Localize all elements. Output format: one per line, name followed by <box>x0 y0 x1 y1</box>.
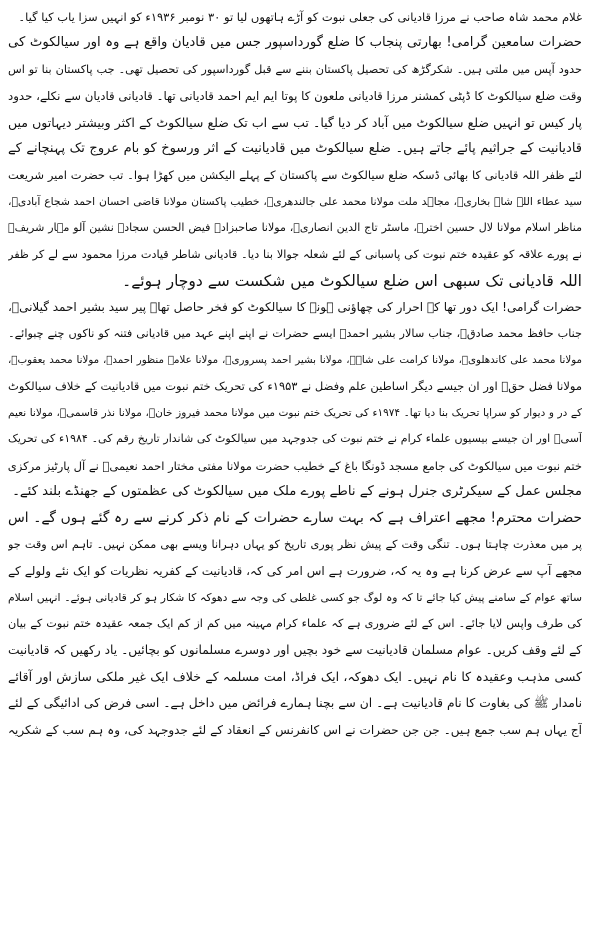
text-line: مولانا محمد علی کاندھلویؒ، مولانا کرامت علی شاہؒ، مولانا بشیر احمد پسروریؒ، مولانا علامہ منظور احمدؒ، مولانا محمد یعقوبؒ، <box>8 354 582 367</box>
text-line: آج یہاں ہم سب جمع ہیں۔ جن جن حضرات نے اس کانفرنس کے انعقاد کے لئے جدوجہد کی، وہ ہم سب کے شکریہ <box>8 722 582 737</box>
text-line: کی طرف واپس لایا جائے۔ اس کے لئے ضروری ہے کہ علماء کرام مہینہ میں کم از کم ایک جمعہ عقیدہ ختم نبوت کے بیان <box>8 616 582 630</box>
text-line: جناب حافظ محمد صادقؒ، جناب سالار بشیر احمدؒ ایسے حضرات نے اپنے اپنے عہد میں قادیانی فتنہ کو ناکوں چنے چبوائے۔ <box>8 326 582 340</box>
text-line: ختم نبوت میں سیالکوٹ کی جامع مسجد ڈونگا باغ کے خطیب حضرت مولانا مفتی مختار احمد نعیمیؒ نے آل پارٹیز مرکزی <box>8 458 582 473</box>
text-line: حضرات سامعین گرامی! بھارتی پنجاب کا ضلع گورداسپور جس میں قادیان واقع ہے وہ اور سیالکوٹ کی <box>8 35 582 51</box>
text-line: مجلس عمل کے سیکرٹری جنرل ہونے کے ناطے پورے ملک میں سیالکوٹ کی عظمتوں کے جھنڈے بلند کئے۔ <box>12 484 582 500</box>
text-line: آسیؒ اور ان جیسے بیسیوں علماء کرام نے ختم نبوت کی جدوجہد میں سیالکوٹ کی شاندار تاریخ رقم کی۔ ۱۹۸۴ء کی تحریک <box>8 432 582 446</box>
text-line: اللہ قادیانی تک سبھی اس ضلع سیالکوٹ میں شکست سے دوچار ہوئے۔ <box>122 271 582 290</box>
text-line: پار کیس تو انہیں ضلع سیالکوٹ میں آباد کر دیا گیا۔ تب سے اب تک ضلع سیالکوٹ کے اکثر وبیشتر دیہاتوں میں <box>8 114 582 130</box>
text-line: نامدار ﷺ کی بغاوت کا نام قادیانیت ہے۔ ان سے بچنا ہمارے فرائض میں داخل ہے۔ اسی فرض کی ادائیگی کے لئے <box>8 696 582 711</box>
text-line: حضرات گرامی! ایک دور تھا کہ احرار کی چھاؤنی ہونے کا سیالکوٹ کو فخر حاصل تھا۔ پیر سید بشیر احمد گیلانیؒ، <box>8 300 582 315</box>
text-line: کسی مذہب وعقیدہ کا نام نہیں۔ ایک دھوکہ، ایک فراڈ، امت مسلمہ کے خلاف ایک غیر ملکی سازش اور آقائے <box>8 668 582 684</box>
text-line: پر میں معذرت چاہتا ہوں۔ تنگی وقت کے پیش نظر پوری تاریخ کو یہاں دہرانا ویسے بھی ممکن نہیں۔ تاہم اس وقت جو <box>8 537 582 551</box>
text-line: قادیانیت کے جراثیم پائے جاتے ہیں۔ ضلع سیالکوٹ میں قادیانیت کے اثر ورسوخ کو بام عروج تک پہنچانے کے <box>8 140 582 156</box>
text-line: ساتھ عوام کے سامنے پیش کیا جائے تا کہ وہ لوگ جو کسی غلطی کی وجہ سے دھوکہ کا شکار ہو کر قادیانی ہوئے۔ انہیں اسلام <box>8 590 582 604</box>
text-line: مناظر اسلام مولانا لال حسین اخترؒ، ماسٹر تاج الدین انصاریؒ، مولانا صاحبزادہ فیض الحسن سجادہ نشین آلو مہار شریفؒ <box>8 221 582 235</box>
paragraph-3 <box>8 294 582 505</box>
text-line: کے لئے وقف کریں۔ عوام مسلمان قادیانیت سے خود بچیں اور دوسرے مسلمانوں کو بچائیں۔ یاد رکھیں کہ قادیانیت <box>8 643 582 658</box>
paragraph-2 <box>8 30 582 294</box>
text-line: لئے ظفر اللہ قادیانی کا بھائی ڈسکہ ضلع سیالکوٹ سے پاکستان کے پہلے الیکشن میں کھڑا ہوا۔ تب حضرت امیر شریعت <box>8 168 582 183</box>
text-line: مجھے آپ سے عرض کرنا ہے وہ یہ کہ، ضرورت ہے اس امر کی کہ، قادیانیت کے کفریہ نظریات کو ایک نئے ولولے کے <box>8 564 582 579</box>
text-line: مولانا فضل حقؒ اور ان جیسے دیگر اساطین علم وفضل نے ۱۹۵۳ء کی تحریک ختم نبوت میں قادیانیت کے خلاف سیالکوٹ <box>8 379 582 394</box>
paragraph-1 <box>8 4 582 30</box>
text-line: کے در و دیوار کو سراپا تحریک بنا دیا تھا۔ ۱۹۷۴ء کی تحریک ختم نبوت میں مولانا محمد فیروز خانؒ، مولانا نذر قاسمیؒ، مولانا نعیم <box>8 406 582 419</box>
text-line: وقت ضلع سیالکوٹ کا ڈپٹی کمشنر مرزا قادیانی ملعون کا پوتا ایم ایم احمد قادیانی تھا۔ قادیانی قادیان سے نکلے، حدود <box>8 89 582 104</box>
paragraph-4 <box>8 505 582 743</box>
text-line: نے پورے علاقہ کو عقیدہ ختم نبوت کی پاسبانی کے لئے شعلہ جوالا بنا دیا۔ قادیانی شاطر قیادت مرزا محمود سے لے کر ظفر <box>8 247 582 261</box>
text-line: سید عطاء اللہ شاہ بخاریؒ، مجاہد ملت مولانا محمد علی جالندھریؒ، خطیب پاکستان مولانا قاضی احسان احمد شجاع آبادیؒ، <box>8 194 582 208</box>
text-line: غلام محمد شاہ صاحب نے مرزا قادیانی کی جعلی نبوت کو آڑے ہاتھوں لیا تو ۳۰ نومبر ۱۹۳۶ء کو انہیں سزا یاب کیا گیا۔ <box>18 10 582 24</box>
text-line: حضرات محترم! مجھے اعتراف ہے کہ بہت سارے حضرات کے نام ذکر کرنے سے رہ گئے ہوں گے۔ اس <box>8 510 582 527</box>
text-line: حدود آپس میں ملتی ہیں۔ شکرگڑھ کی تحصیل پاکستان بننے سے قبل گورداسپور کی تحصیل تھی۔ جب پاکستان بنا تو اس <box>8 62 582 76</box>
